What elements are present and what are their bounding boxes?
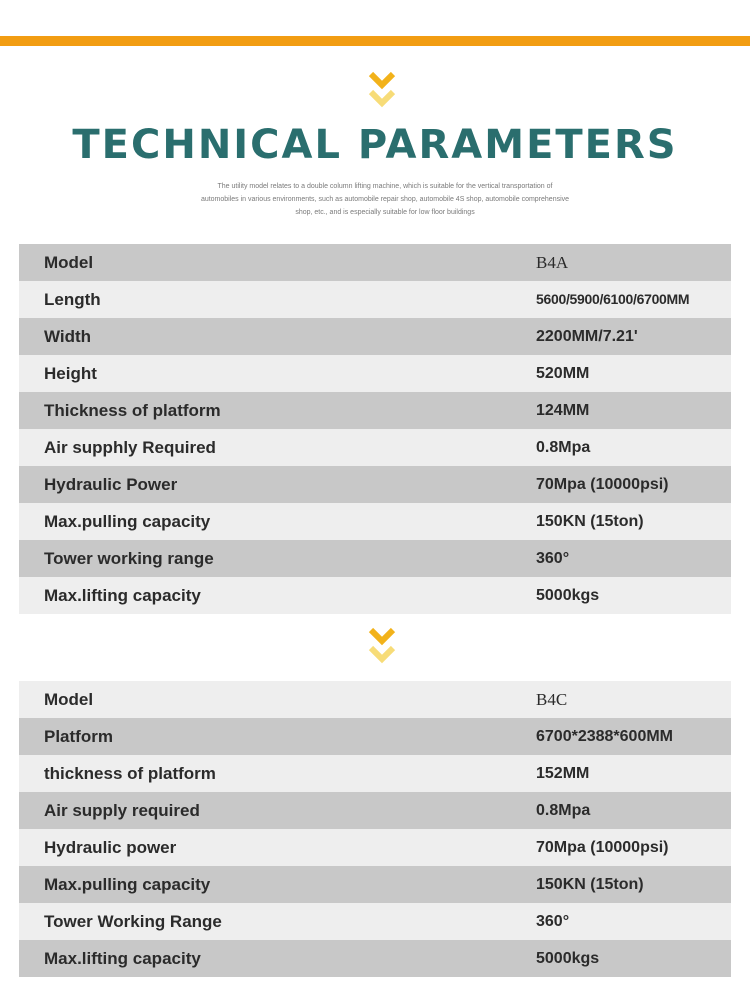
row-label: Thickness of platform — [44, 401, 221, 420]
description — [200, 180, 570, 219]
row-label: Model — [44, 253, 94, 272]
spec-table-b4a — [19, 244, 731, 614]
row-label: Width — [44, 327, 92, 346]
spec-table-b4c — [19, 681, 731, 977]
table-row — [19, 903, 731, 940]
table-row — [19, 244, 731, 281]
table-row — [19, 429, 731, 466]
row-label: Max.pulling capacity — [44, 512, 211, 531]
row-label: Tower working range — [44, 549, 214, 568]
description-line: shop, etc., and is especially suitable for low floor buildings — [295, 209, 475, 216]
row-value: 360° — [536, 550, 570, 567]
row-value: B4A — [536, 253, 569, 272]
table-row — [19, 866, 731, 903]
row-value: 360° — [536, 913, 570, 930]
row-label: Height — [44, 364, 97, 383]
table-row — [19, 503, 731, 540]
row-label: Max.lifting capacity — [44, 949, 201, 968]
table-row — [19, 577, 731, 614]
table-row — [19, 540, 731, 577]
table-row — [19, 829, 731, 866]
table-row — [19, 466, 731, 503]
row-value: 70Mpa (10000psi) — [536, 839, 669, 856]
row-label: Tower Working Range — [44, 912, 222, 931]
description-line: The utility model relates to a double column lifting machine, which is suitable for the vertical transportation of — [217, 183, 553, 190]
row-value: 520MM — [536, 365, 590, 382]
row-value: 124MM — [536, 402, 590, 419]
top-accent-bar — [0, 36, 750, 46]
row-label: Length — [44, 290, 101, 309]
row-value: 5600/5900/6100/6700MM — [536, 291, 690, 307]
row-value: 5000kgs — [536, 587, 600, 604]
table-row — [19, 281, 731, 318]
row-value: 2200MM/7.21' — [536, 328, 638, 345]
row-label: Max.pulling capacity — [44, 875, 211, 894]
row-label: thickness of platform — [44, 764, 216, 783]
row-value: 70Mpa (10000psi) — [536, 476, 669, 493]
row-value: 0.8Mpa — [536, 439, 591, 456]
row-label: Air supply required — [44, 801, 200, 820]
table-row — [19, 792, 731, 829]
table-row — [19, 355, 731, 392]
row-label: Model — [44, 690, 94, 709]
row-value: 150KN (15ton) — [536, 876, 644, 893]
row-label: Air supphly Required — [44, 438, 216, 457]
row-label: Platform — [44, 727, 113, 746]
row-label: Hydraulic Power — [44, 475, 178, 494]
table-row — [19, 318, 731, 355]
row-value: 6700*2388*600MM — [536, 728, 673, 745]
table-row — [19, 681, 731, 718]
row-value: B4C — [536, 690, 568, 709]
row-value: 5000kgs — [536, 950, 600, 967]
table-row — [19, 755, 731, 792]
double-chevron-down-icon — [368, 70, 396, 114]
row-value: 152MM — [536, 765, 590, 782]
double-chevron-down-icon — [368, 626, 396, 670]
description-line: automobiles in various environments, such as automobile repair shop, automobile 4S shop, automobile comprehensive — [200, 196, 570, 203]
row-value: 0.8Mpa — [536, 802, 591, 819]
table-row — [19, 718, 731, 755]
table-row — [19, 940, 731, 977]
row-value: 150KN (15ton) — [536, 513, 644, 530]
row-label: Hydraulic power — [44, 838, 177, 857]
row-label: Max.lifting capacity — [44, 586, 201, 605]
table-row — [19, 392, 731, 429]
page-title: TECHNICAL PARAMETERS — [72, 122, 678, 168]
